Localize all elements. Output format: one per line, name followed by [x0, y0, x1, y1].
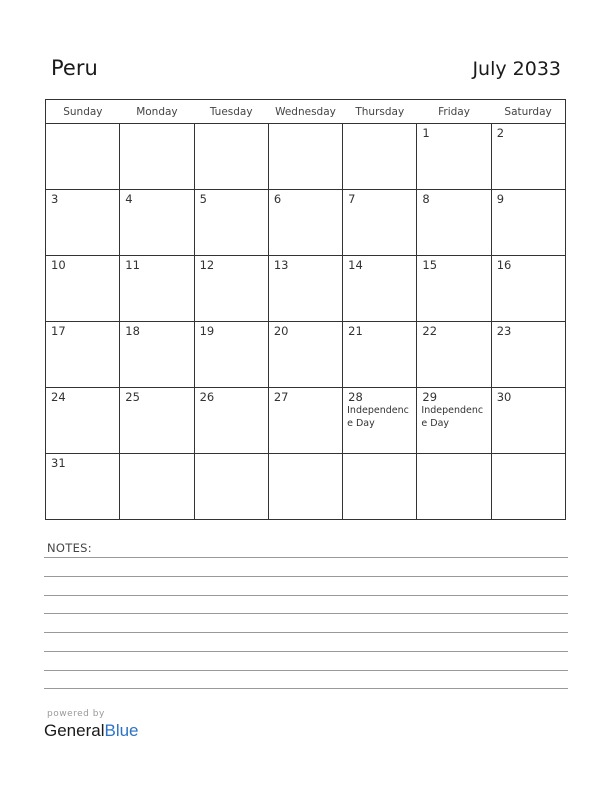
note-line	[44, 632, 568, 633]
day-cell	[343, 190, 417, 256]
day-cell	[417, 454, 491, 520]
day-cell	[120, 454, 194, 520]
holiday-label: Independence Day	[421, 405, 484, 429]
day-number: 4	[125, 192, 133, 206]
day-number: 25	[125, 390, 140, 404]
day-number: 6	[273, 192, 282, 206]
country-title: Peru	[51, 56, 98, 80]
note-line	[44, 651, 568, 652]
brand-name-part1: General	[44, 721, 105, 740]
note-line	[44, 576, 568, 577]
day-number: 9	[496, 192, 505, 206]
day-cell	[268, 124, 342, 190]
week-row	[46, 190, 566, 256]
weekday-header-row	[46, 100, 566, 124]
week-row	[46, 124, 566, 190]
week-row	[46, 322, 566, 388]
note-line	[44, 688, 568, 689]
day-cell	[491, 256, 565, 322]
day-cell	[417, 322, 491, 388]
day-cell	[343, 256, 417, 322]
holiday-label: Independence Day	[347, 405, 409, 429]
month-year-title: July 2033	[472, 58, 561, 80]
day-number: 8	[422, 192, 430, 206]
note-line	[44, 670, 568, 671]
note-line	[44, 557, 568, 558]
powered-by-text: powered by	[47, 709, 105, 719]
day-cell	[194, 256, 268, 322]
weekday-header: Friday	[417, 100, 491, 124]
day-number: 13	[273, 258, 289, 272]
day-number: 16	[496, 258, 512, 272]
day-number: 1	[422, 126, 430, 140]
day-cell	[491, 124, 565, 190]
day-cell	[268, 388, 342, 454]
brand-name-part2: Blue	[104, 721, 139, 740]
day-cell	[46, 388, 120, 454]
notes-label: NOTES:	[47, 541, 92, 555]
day-cell	[120, 256, 194, 322]
day-number: 15	[422, 258, 438, 272]
day-number: 29	[422, 390, 438, 404]
day-number: 7	[348, 192, 356, 206]
day-number: 11	[125, 258, 140, 272]
day-number: 10	[51, 258, 66, 272]
day-cell	[268, 256, 342, 322]
day-cell	[417, 124, 491, 190]
day-cell	[194, 190, 268, 256]
day-number: 12	[199, 258, 215, 272]
day-cell	[268, 190, 342, 256]
day-cell	[46, 190, 120, 256]
day-number: 26	[199, 390, 215, 404]
note-line	[44, 613, 568, 614]
day-cell	[46, 124, 120, 190]
day-cell	[120, 388, 194, 454]
day-cell	[417, 190, 491, 256]
weekday-header: Thursday	[343, 100, 417, 124]
day-cell	[491, 322, 565, 388]
day-number: 19	[199, 324, 215, 338]
day-number: 24	[51, 390, 66, 404]
weekday-header: Sunday	[46, 100, 120, 124]
day-number: 3	[51, 192, 59, 206]
day-cell	[343, 124, 417, 190]
weekday-header: Tuesday	[194, 100, 268, 124]
week-row	[46, 388, 566, 454]
day-cell	[417, 388, 491, 454]
day-cell	[120, 124, 194, 190]
day-cell	[46, 454, 120, 520]
week-row	[46, 454, 566, 520]
day-cell	[491, 190, 565, 256]
day-cell	[417, 256, 491, 322]
day-number: 20	[273, 324, 289, 338]
day-number: 21	[348, 324, 363, 338]
day-cell	[194, 454, 268, 520]
weekday-header: Monday	[120, 100, 194, 124]
day-cell	[491, 454, 565, 520]
day-number: 30	[496, 390, 512, 404]
day-number: 27	[273, 390, 289, 404]
day-number: 18	[125, 324, 140, 338]
calendar-grid	[45, 99, 566, 520]
week-row	[46, 256, 566, 322]
note-line	[44, 595, 568, 596]
day-number: 2	[496, 126, 505, 140]
day-number: 23	[496, 324, 512, 338]
day-number: 22	[422, 324, 438, 338]
brand-logo[interactable]	[44, 721, 139, 741]
day-number: 31	[51, 456, 66, 470]
day-cell	[343, 454, 417, 520]
day-cell	[46, 256, 120, 322]
day-cell	[46, 322, 120, 388]
weekday-header: Saturday	[491, 100, 565, 124]
day-cell	[194, 124, 268, 190]
weekday-header: Wednesday	[268, 100, 342, 124]
day-number: 17	[51, 324, 66, 338]
day-cell	[268, 322, 342, 388]
day-number: 14	[348, 258, 363, 272]
day-cell	[343, 322, 417, 388]
day-cell	[120, 190, 194, 256]
day-cell	[120, 322, 194, 388]
day-cell	[194, 388, 268, 454]
day-number: 28	[348, 390, 363, 404]
day-number: 5	[199, 192, 207, 206]
day-cell	[268, 454, 342, 520]
day-cell	[491, 388, 565, 454]
day-cell	[194, 322, 268, 388]
day-cell	[343, 388, 417, 454]
